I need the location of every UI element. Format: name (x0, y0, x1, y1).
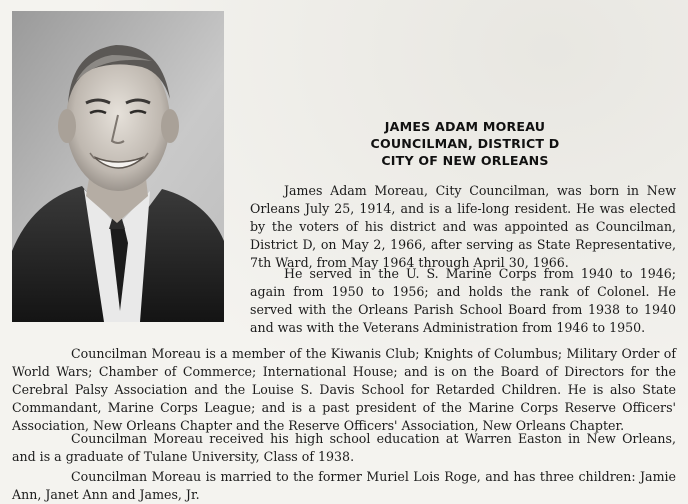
paragraph-birth-election: James Adam Moreau, City Councilman, was born in New Orleans July 25, 1914, and is a life-long resident. He was elected by the voters of his district and was appointed as Councilman, District D, on May 2, 1966, after serving as State Representative, 7th Ward, from May 1964 through April 30, 1966. (250, 183, 676, 270)
paragraph-memberships: Councilman Moreau is a member of the Kiwanis Club; Knights of Columbus; Military Order of World Wars; Chamber of Commerce; International House; and is on the Board of Directors for the Cerebral Palsy Association and the Louise S. Davis School for Retarded Children. He is also State Commandant, Marine Corps League; and is a past president of the Marine Corps Reserve Officers' Association, New Orleans Chapter and the Reserve Officers' Association, New Orleans Chapter. (12, 346, 676, 433)
portrait-photo (12, 11, 224, 322)
title-city: CITY OF NEW ORLEANS (381, 153, 549, 168)
title-position: COUNCILMAN, DISTRICT D (370, 136, 560, 151)
paragraph-service: He served in the U. S. Marine Corps from 1940 to 1946; again from 1950 to 1956; and holds the rank of Colonel. He served with the Orleans Parish School Board from 1938 to 1940 and was with the Veterans Administration from 1946 to 1950. (250, 266, 676, 335)
page-title (300, 118, 630, 169)
paragraph-family: Councilman Moreau is married to the former Muriel Lois Roge, and has three children: Jamie Ann, Janet Ann and James, Jr. (12, 469, 676, 502)
paragraph-education: Councilman Moreau received his high school education at Warren Easton in New Orleans, and is a graduate of Tulane University, Class of 1938. (12, 431, 676, 464)
title-name: JAMES ADAM MOREAU (384, 119, 546, 134)
